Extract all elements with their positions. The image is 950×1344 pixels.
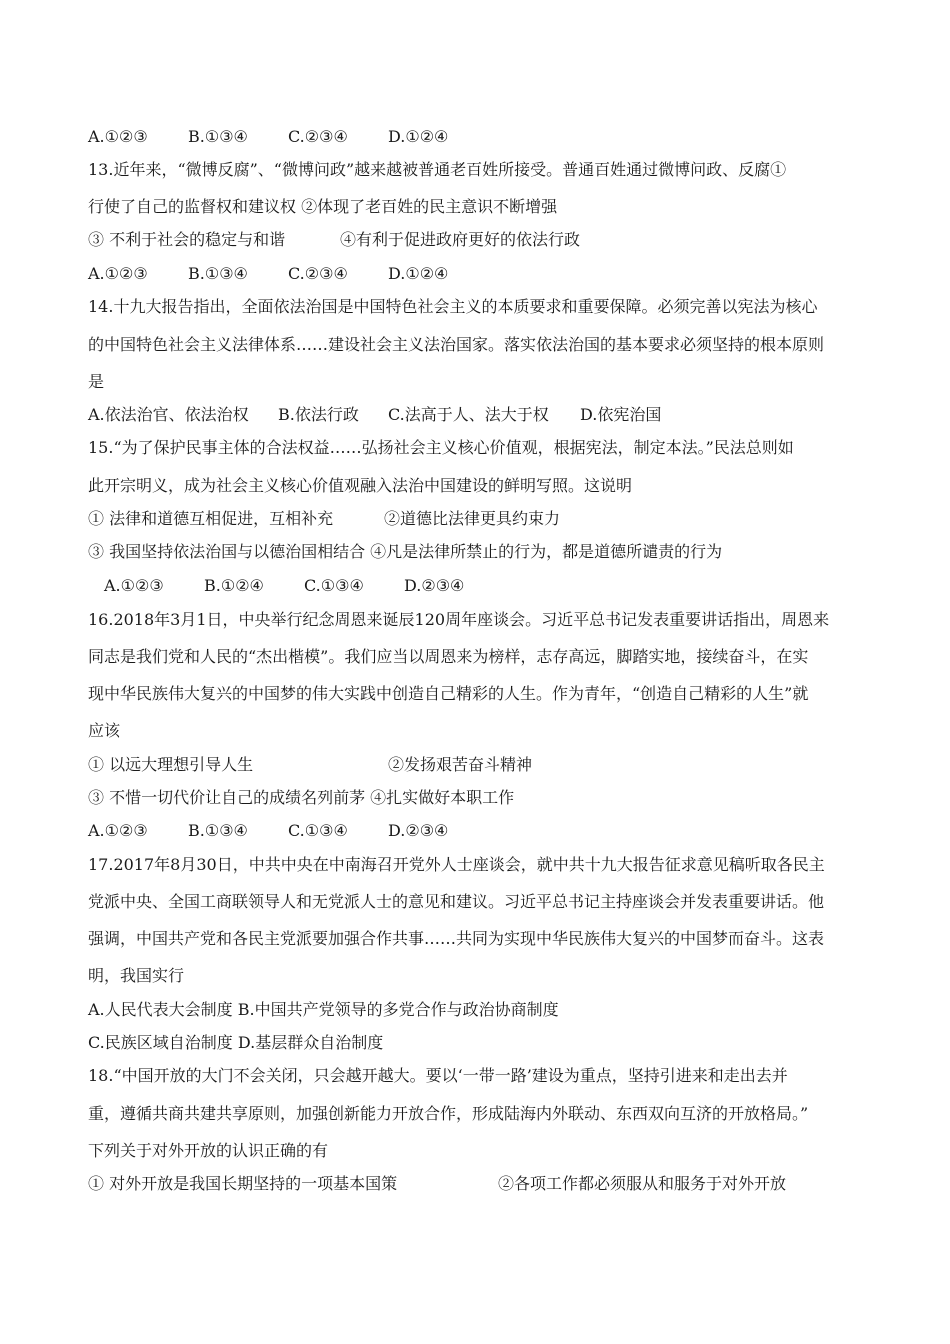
q16-stem-line1: 16.2018年3月1日，中央举行纪念周恩来诞辰120周年座谈会。习近平总书记发表重要讲话指出，周恩来 xyxy=(88,610,830,629)
q13-option-a: A.①②③ xyxy=(88,264,148,283)
q16-option-c: C.①③④ xyxy=(288,821,348,840)
q14-stem-line2: 的中国特色社会主义法律体系……建设社会主义法治国家。落实依法治国的基本要求必须坚持的根本原则 xyxy=(88,335,825,354)
q15-options xyxy=(104,576,894,596)
q16-stem-line3: 现中华民族伟大复兴的中国梦的伟大实践中创造自己精彩的人生。作为青年，“创造自己精彩的人生”就 xyxy=(88,684,809,703)
q16-options xyxy=(88,821,878,841)
q15-option-d: D.②③④ xyxy=(404,576,465,595)
q18-statement-1: ① 对外开放是我国长期坚持的一项基本国策 xyxy=(88,1174,398,1193)
q14-stem-line3: 是 xyxy=(88,372,105,391)
q15-option-a: A.①②③ xyxy=(104,576,164,595)
q12-option-c: C.②③④ xyxy=(288,127,348,146)
q15-option-b: B.①②④ xyxy=(204,576,264,595)
q13-option-d: D.①②④ xyxy=(388,264,449,283)
q15-statements-12 xyxy=(88,509,878,529)
q13-statement-4: ④有利于促进政府更好的依法行政 xyxy=(340,230,581,249)
q16-stem-line2: 同志是我们党和人民的“杰出楷模”。我们应当以周恩来为榜样，志存高远，脚踏实地，接续奋斗，在实 xyxy=(88,647,809,666)
q17-stem-line1: 17.2017年8月30日，中共中央在中南海召开党外人士座谈会，就中共十九大报告征求意见稿听取各民主 xyxy=(88,855,825,874)
q12-option-b: B.①③④ xyxy=(188,127,248,146)
q18-stem-line2: 重，遵循共商共建共享原则，加强创新能力开放合作，形成陆海内外联动、东西双向互济的开放格局。” xyxy=(88,1104,809,1123)
q17-stem-line2: 党派中央、全国工商联领导人和无党派人士的意见和建议。习近平总书记主持座谈会并发表重要讲话。他 xyxy=(88,892,825,911)
q16-statement-1: ① 以远大理想引导人生 xyxy=(88,755,254,774)
q15-statement-2: ②道德比法律更具约束力 xyxy=(384,509,561,528)
q17-stem-line4: 明，我国实行 xyxy=(88,966,185,985)
q16-option-b: B.①③④ xyxy=(188,821,248,840)
q15-statements-34: ③ 我国坚持依法治国与以德治国相结合 ④凡是法律所禁止的行为，都是道德所谴责的行为 xyxy=(88,542,723,561)
q18-stem-line1: 18.“中国开放的大门不会关闭，只会越开越大。要以‘一带一路’建设为重点，坚持引进来和走出去并 xyxy=(88,1066,788,1085)
q13-statements xyxy=(88,230,878,250)
q14-stem-line1: 14.十九大报告指出，全面依法治国是中国特色社会主义的本质要求和重要保障。必须完善以宪法为核心 xyxy=(88,297,818,316)
q13-statement-3: ③ 不利于社会的稳定与和谐 xyxy=(88,230,286,249)
q13-options xyxy=(88,264,878,284)
q18-statement-2: ②各项工作都必须服从和服务于对外开放 xyxy=(498,1174,787,1193)
q13-stem-line2: 行使了自己的监督权和建议权 ②体现了老百姓的民主意识不断增强 xyxy=(88,197,558,216)
q17-stem-line3: 强调，中国共产党和各民主党派要加强合作共事……共同为实现中华民族伟大复兴的中国梦而奋斗。这表 xyxy=(88,929,825,948)
q16-option-d: D.②③④ xyxy=(388,821,449,840)
q16-statements-34: ③ 不惜一切代价让自己的成绩名列前茅 ④扎实做好本职工作 xyxy=(88,788,515,807)
q15-statement-1: ① 法律和道德互相促进，互相补充 xyxy=(88,509,334,528)
q14-option-b: B.依法行政 xyxy=(278,405,359,424)
q14-option-d: D.依宪治国 xyxy=(580,405,662,424)
q12-option-a: A.①②③ xyxy=(88,127,148,146)
q14-option-a: A.依法治官、依法治权 xyxy=(88,405,249,424)
q13-option-b: B.①③④ xyxy=(188,264,248,283)
q14-option-c: C.法高于人、法大于权 xyxy=(388,405,549,424)
q18-statements-12 xyxy=(88,1174,878,1194)
q17-options-ab: A.人民代表大会制度 B.中国共产党领导的多党合作与政治协商制度 xyxy=(88,1000,559,1019)
q14-options xyxy=(88,405,878,425)
q12-options xyxy=(88,127,878,147)
q16-stem-line4: 应该 xyxy=(88,721,121,740)
q13-option-c: C.②③④ xyxy=(288,264,348,283)
q15-option-c: C.①③④ xyxy=(304,576,364,595)
q17-options-cd: C.民族区域自治制度 D.基层群众自治制度 xyxy=(88,1033,384,1052)
q16-option-a: A.①②③ xyxy=(88,821,148,840)
q18-stem-line3: 下列关于对外开放的认识正确的有 xyxy=(88,1141,329,1160)
q15-stem-line1: 15.“为了保护民事主体的合法权益……弘扬社会主义核心价值观，根据宪法，制定本法。”民法总则如 xyxy=(88,438,794,457)
q16-statement-2: ②发扬艰苦奋斗精神 xyxy=(388,755,533,774)
q16-statements-12 xyxy=(88,755,878,775)
q12-option-d: D.①②④ xyxy=(388,127,449,146)
q13-stem-line1: 13.近年来，“微博反腐”、“微博问政”越来越被普通老百姓所接受。普通百姓通过微博问政、反腐① xyxy=(88,160,787,179)
q15-stem-line2: 此开宗明义，成为社会主义核心价值观融入法治中国建设的鲜明写照。这说明 xyxy=(88,476,633,495)
